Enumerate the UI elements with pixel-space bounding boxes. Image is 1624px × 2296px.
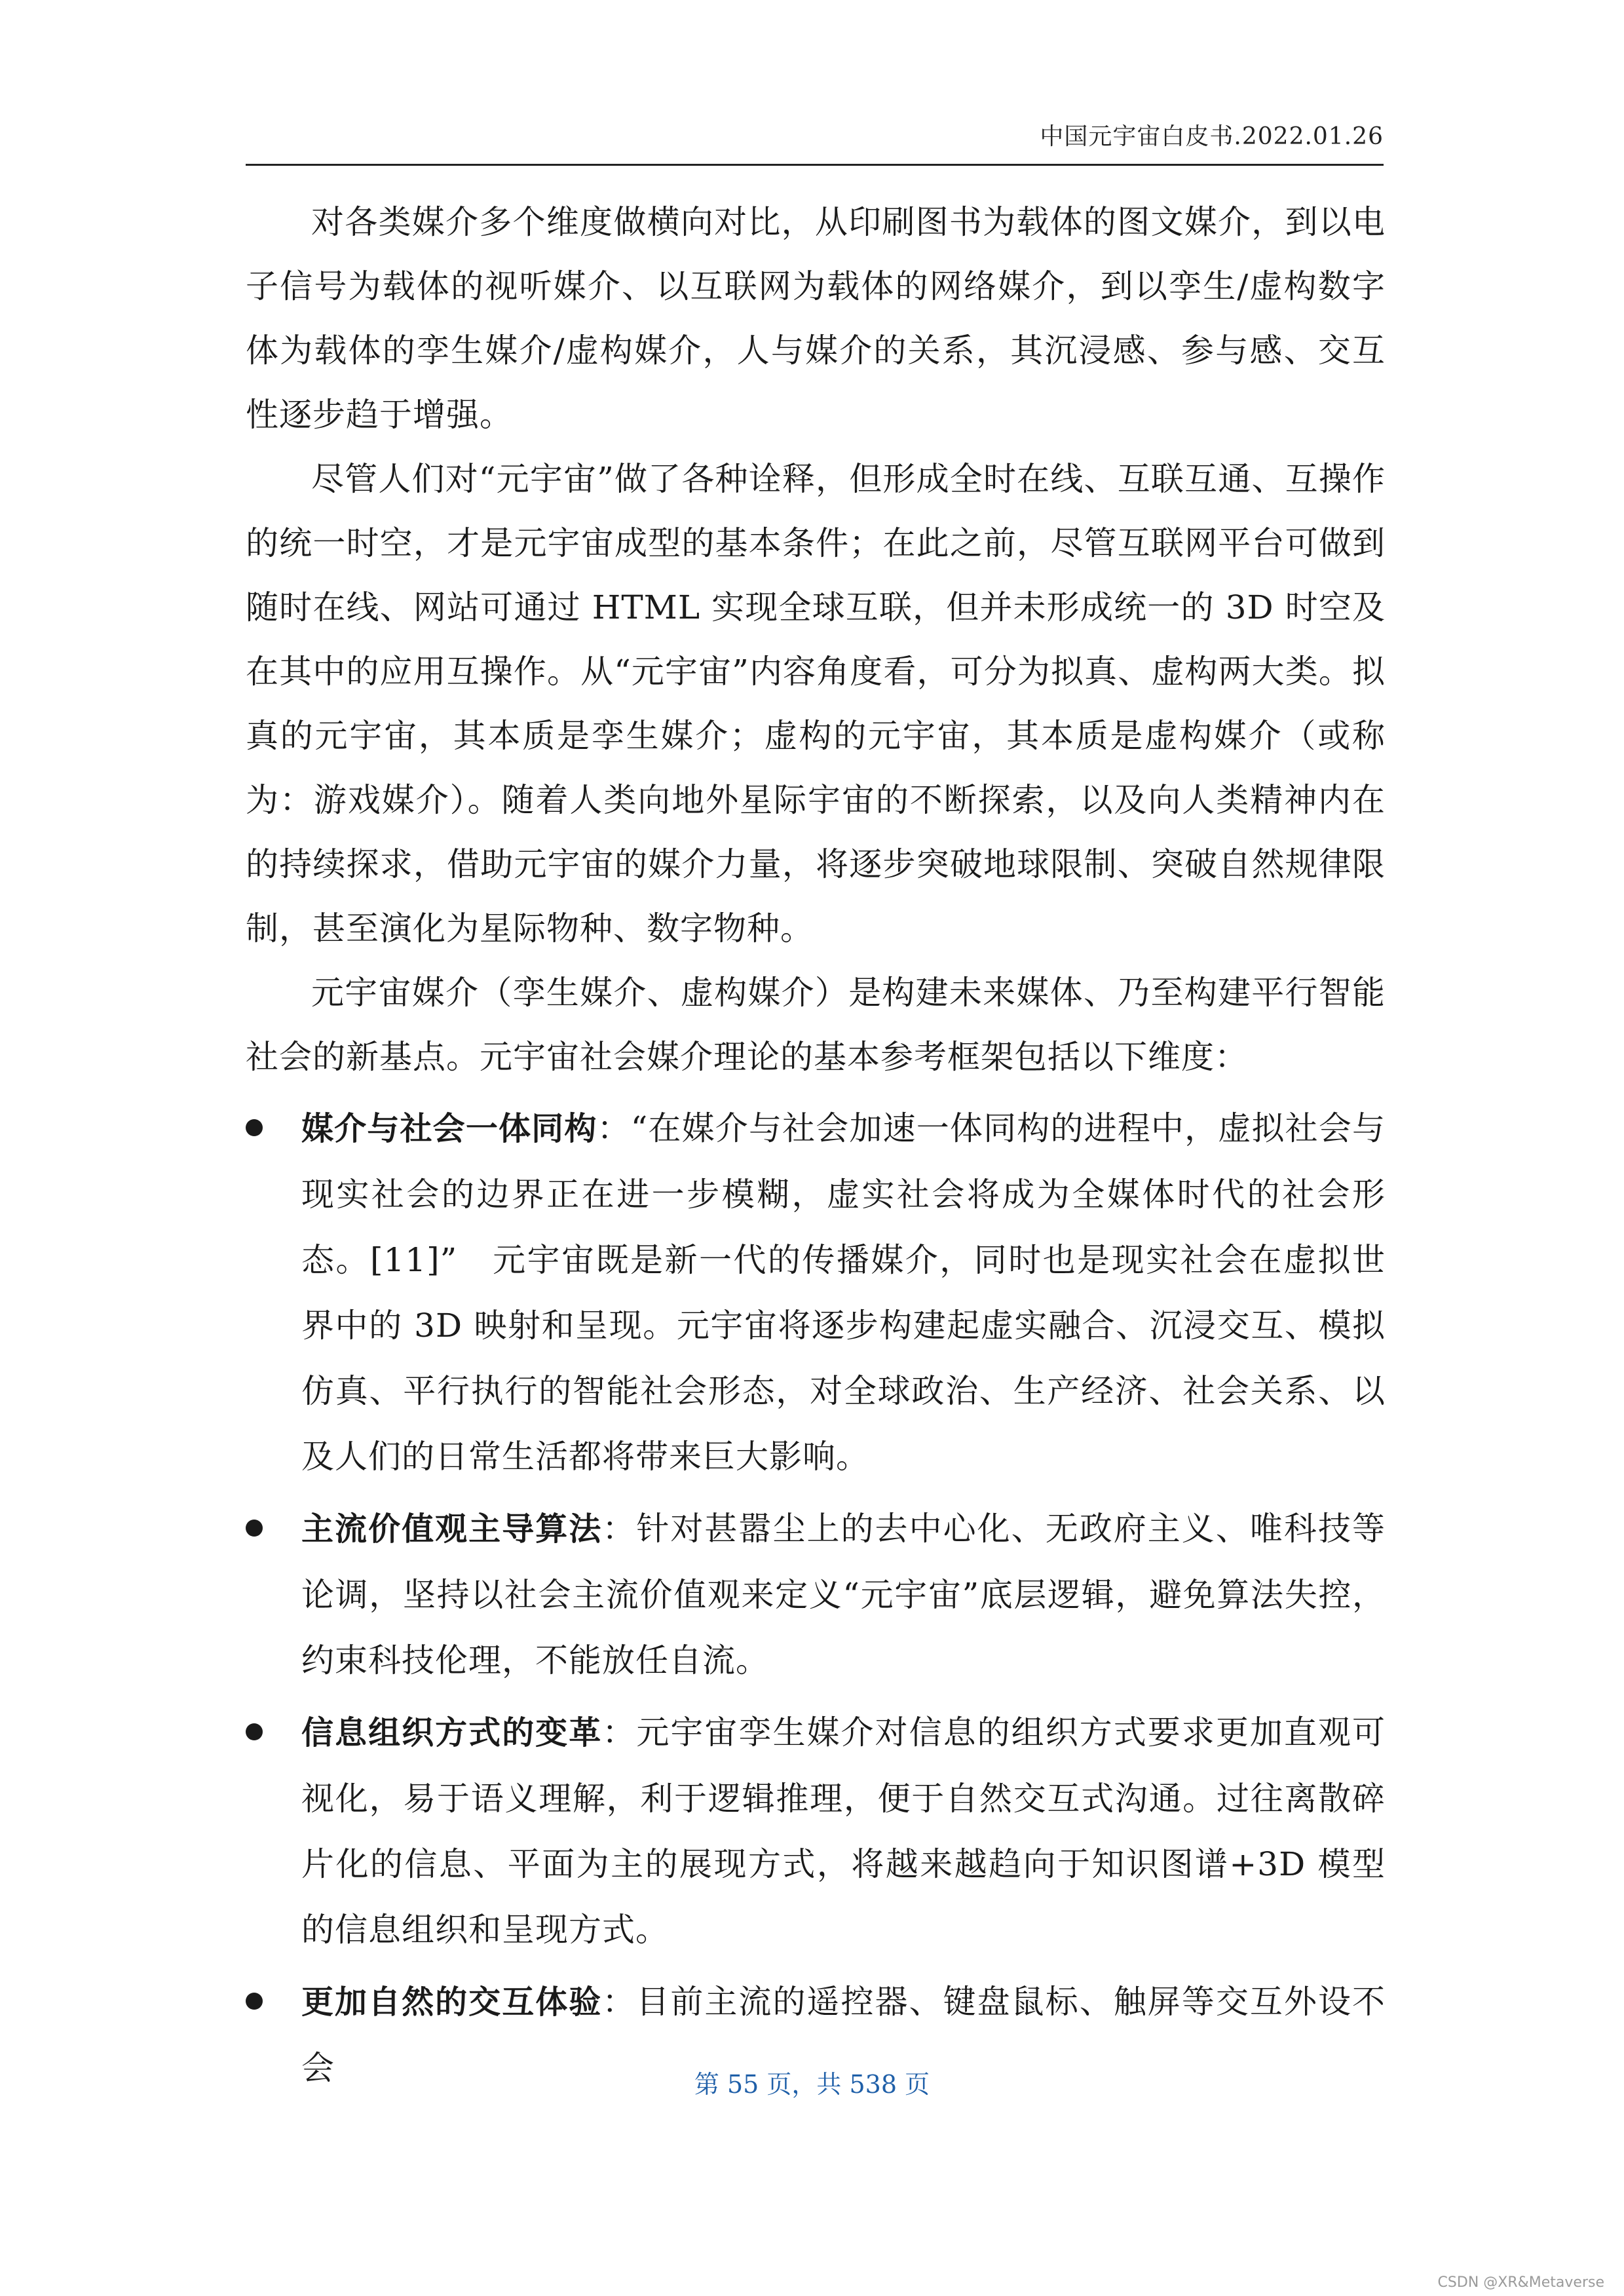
paragraph: 元宇宙媒介（孪生媒介、虚构媒介）是构建未来媒体、乃至构建平行智能社会的新基点。元宇宙社会媒介理论的基本参考框架包括以下维度： <box>246 974 1386 1076</box>
bullet-title: 媒介与社会一体同构 <box>301 1110 597 1147</box>
bullet-item <box>246 1496 1386 1693</box>
bullet-item <box>246 1700 1386 1962</box>
bullet-title: 信息组织方式的变革 <box>301 1714 603 1751</box>
bullet-text: ：针对甚嚣尘上的去中心化、无政府主义、唯科技等论调，坚持以社会主流价值观来定义“元宇宙”底层逻辑，避免算法失控，约束科技伦理，不能放任自流。 <box>301 1510 1386 1679</box>
bullet-dot-icon <box>246 1520 263 1537</box>
bullet-text: ：元宇宙孪生媒介对信息的组织方式要求更加直观可视化，易于语义理解，利于逻辑推理，便于自然交互式沟通。过往离散碎片化的信息、平面为主的展现方式，将越来越趋向于知识图谱+3D 模型的信息组织和呈现方式。 <box>301 1713 1386 1949</box>
bullet-title: 主流价值观主导算法 <box>301 1510 603 1548</box>
bullet-text: ：目前主流的遥控器、键盘鼠标、触屏等交互外设不会 <box>301 1983 1386 2087</box>
bullet-text: ：“在媒介与社会加速一体同构的进程中，虚拟社会与现实社会的边界正在进一步模糊，虚实社会将成为全媒体时代的社会形态。[11]” 元宇宙既是新一代的传播媒介，同时也是现实社会在虚拟世界中的 3D 映射和呈现。元宇宙将逐步构建起虚实融合、沉浸交互、模拟仿真、平行执行的智能社会形态，对全球政治、生产经济、社会关系、以及人们的日常生活都将带来巨大影响。 <box>301 1109 1386 1476</box>
page-number: 第 55 页，共 538 页 <box>694 2070 930 2099</box>
bullet-body <box>301 1700 1386 1962</box>
bullet-body <box>301 1096 1386 1489</box>
bullet-dot-icon <box>246 1119 263 1136</box>
paragraph: 对各类媒介多个维度做横向对比，从印刷图书为载体的图文媒介，到以电子信号为载体的视听媒介、以互联网为载体的网络媒介，到以孪生/虚构数字体为载体的孪生媒介/虚构媒介，人与媒介的关系，其沉浸感、参与感、交互性逐步趋于增强。 <box>246 203 1386 434</box>
page-header <box>246 105 1384 166</box>
bullet-dot-icon <box>246 1723 263 1740</box>
bullet-title: 更加自然的交互体验 <box>301 1983 603 2021</box>
bullet-item <box>246 1096 1386 1489</box>
paragraph: 尽管人们对“元宇宙”做了各种诠释，但形成全时在线、互联互通、互操作的统一时空，才是元宇宙成型的基本条件；在此之前，尽管互联网平台可做到随时在线、网站可通过 HTML 实现全球互联，但并未形成统一的 3D 时空及在其中的应用互操作。从“元宇宙”内容角度看，可分为拟真、虚构两大类。拟真的元宇宙，其本质是孪生媒介；虚构的元宇宙，其本质是虚构媒介（或称为：游戏媒介）。随着人类向地外星际宇宙的不断探索，以及向人类精神内在的持续探求，借助元宇宙的媒介力量，将逐步突破地球限制、突破自然规律限制，甚至演化为星际物种、数字物种。 <box>246 460 1386 947</box>
bullet-dot-icon <box>246 1993 263 2010</box>
watermark: CSDN @XR&Metaverse <box>1437 2274 1604 2291</box>
header-title: 中国元宇宙白皮书.2022.01.26 <box>1040 123 1384 150</box>
bullet-body <box>301 1496 1386 1693</box>
document-body <box>246 190 1386 2101</box>
